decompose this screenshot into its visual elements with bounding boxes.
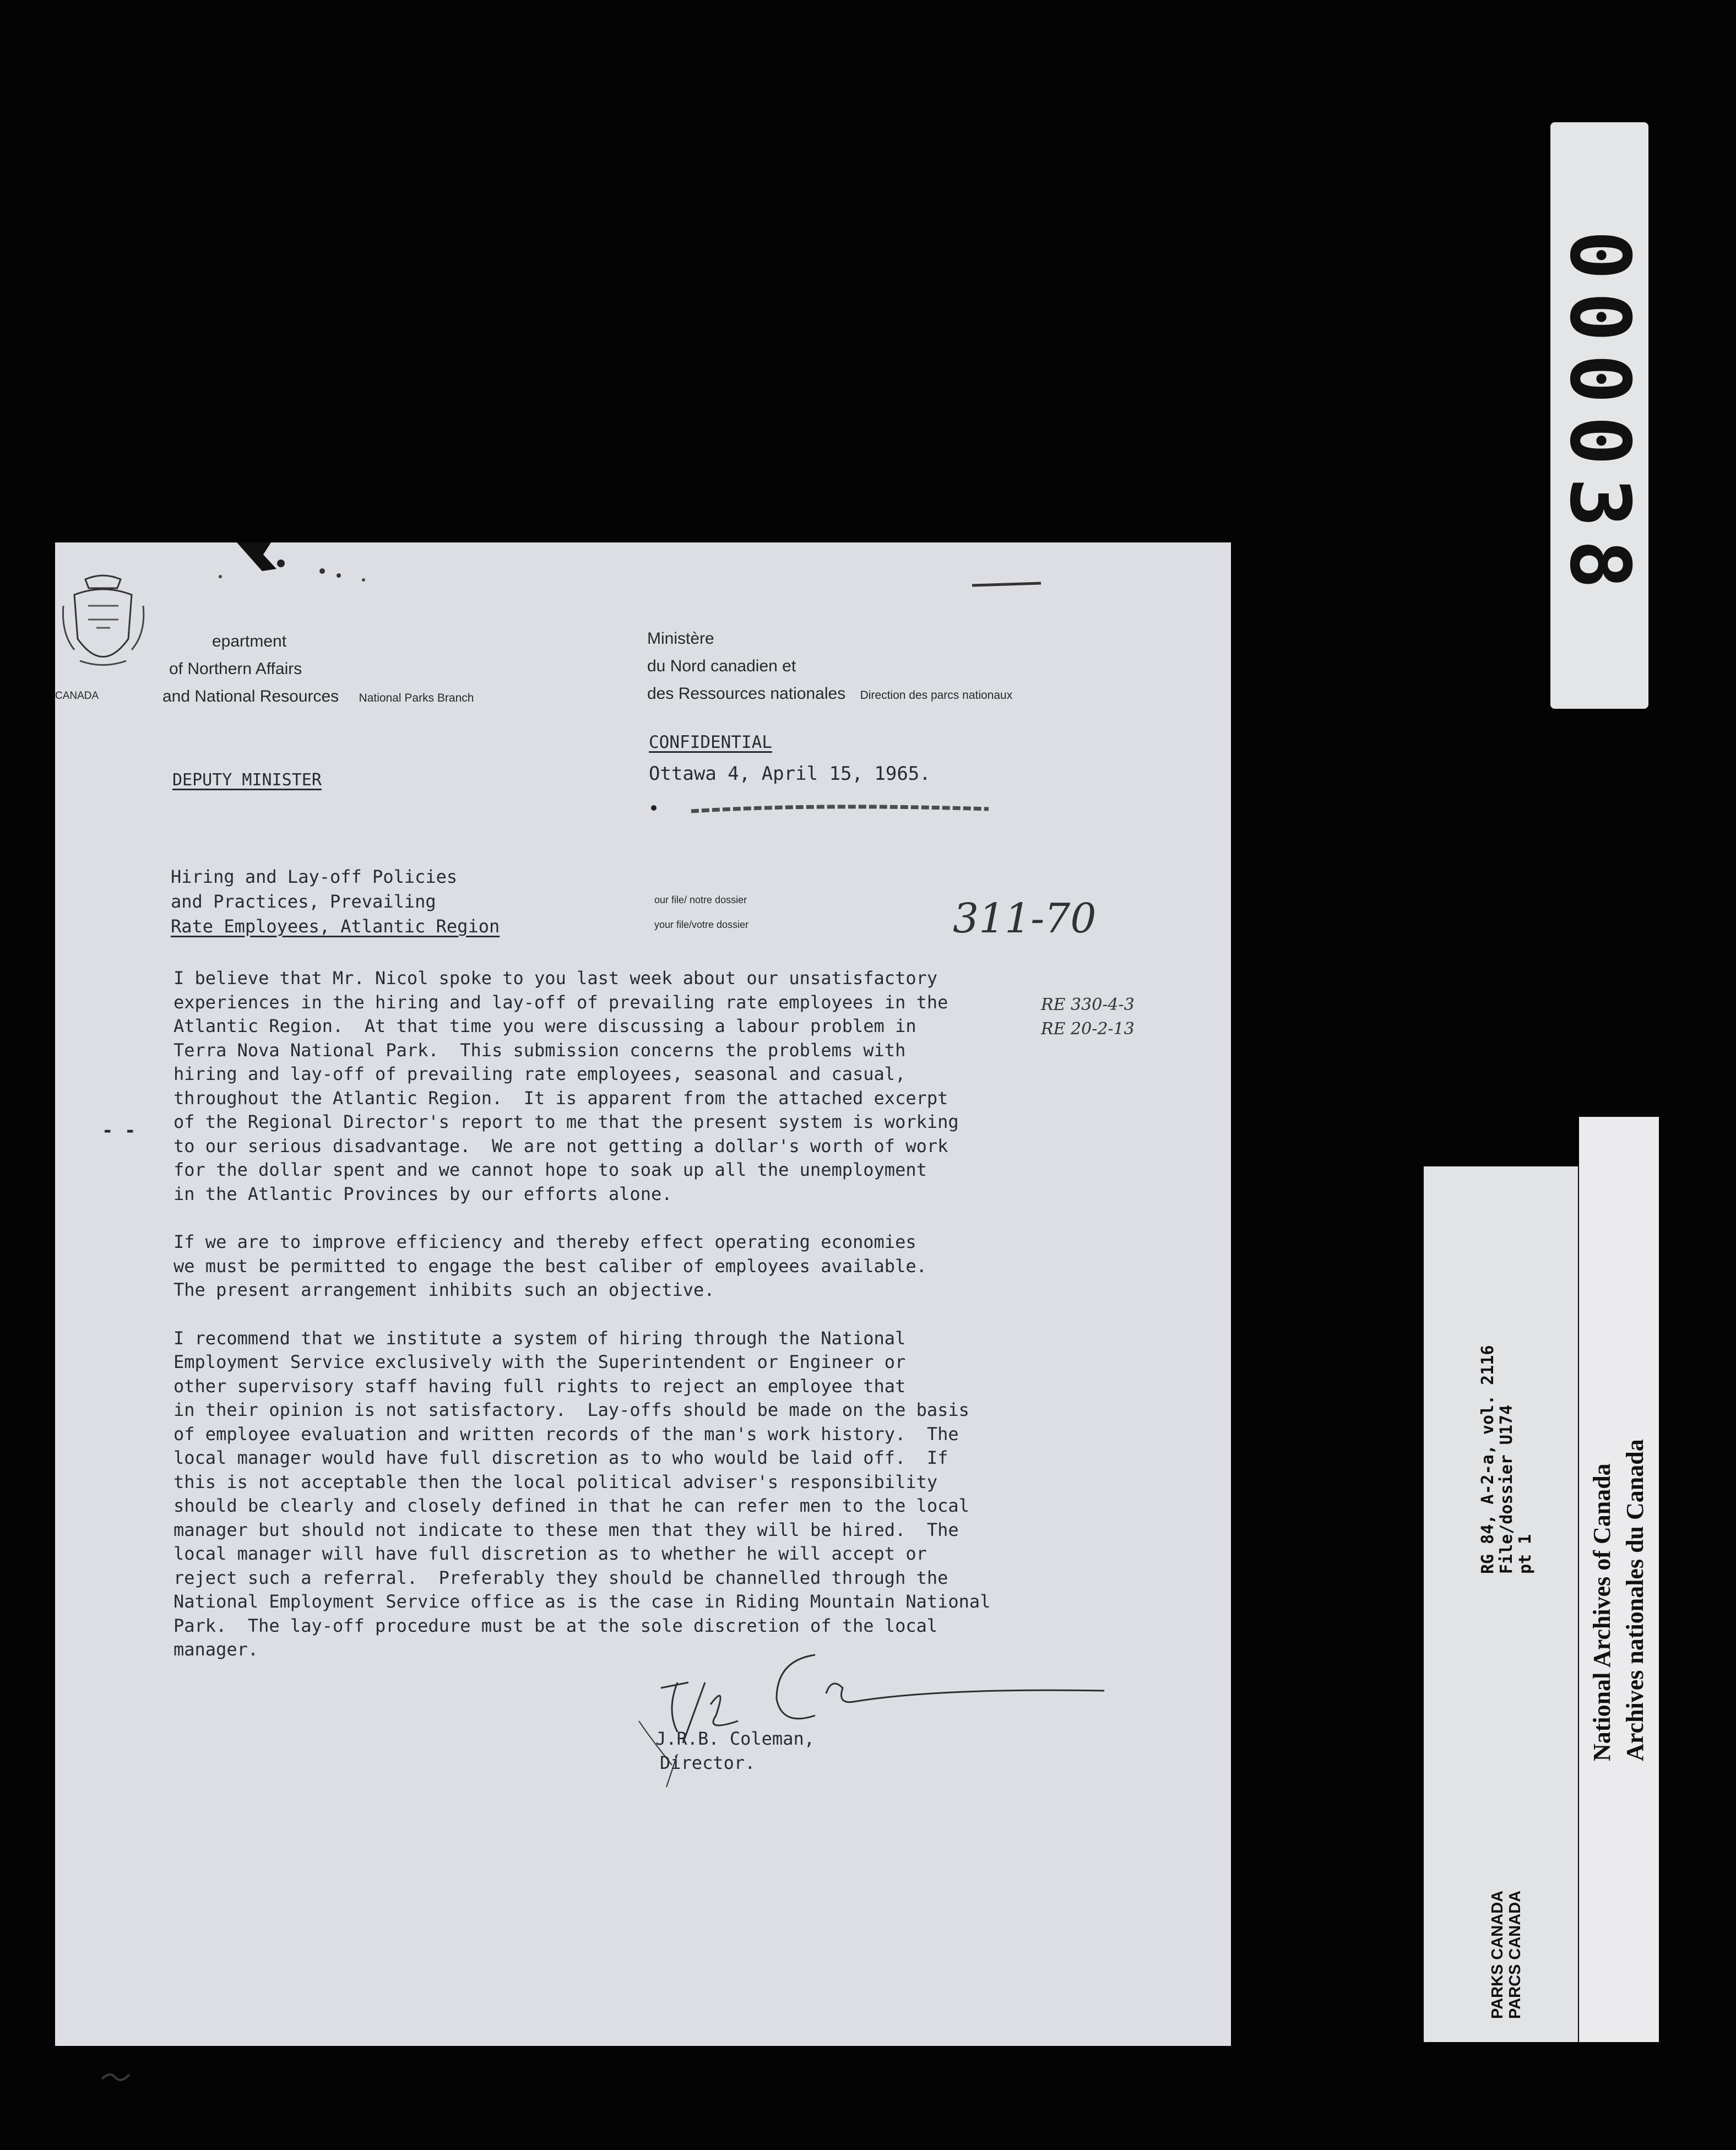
signatory-name: J.R.B. Coleman, <box>655 1728 815 1749</box>
subject-block <box>171 865 500 939</box>
canada-caption: CANADA <box>55 690 99 702</box>
dept-line-1: epartment <box>212 632 287 650</box>
branch-name-fr: Direction des parcs nationaux <box>860 689 1013 702</box>
classification-label: CONFIDENTIAL <box>649 732 772 752</box>
national-archives-text <box>1586 1439 1652 1761</box>
ministere-line-1: Ministère <box>647 629 714 648</box>
subject-line-2: and Practices, Prevailing <box>171 891 436 912</box>
reference-line-1: RG 84, A-2-a, vol. 2116 <box>1478 1345 1498 1574</box>
our-file-label: our file/ notre dossier <box>654 894 747 905</box>
file-labels <box>654 888 748 937</box>
ministere-line-3 <box>647 680 1012 709</box>
reference-line-2: File/dossier U174 <box>1497 1404 1516 1574</box>
handwritten-margin-note-2: RE 20-2-13 <box>1041 1019 1135 1039</box>
reference-text <box>1479 1345 1535 1574</box>
body-paragraph-1: I believe that Mr. Nicol spoke to you last week about our unsatisfactory experiences in the hiring and lay-off of prevailing rate employees in the Atlantic Region. At that time you were discussing a labour problem in Terra Nova National Park. This submission concerns the problems with hiring and lay-off of prevailing rate employees, seasonal and casual, throughout the Atlantic Region. It is apparent from the attached excerpt of the Regional Director's report to me that the present system is working to our serious disadvantage. We are not getting a dollar's worth of work for the dollar spent and we cannot hope to soak up all the unemployment in the Atlantic Provinces by our efforts alone. <box>173 968 959 1204</box>
ministere-name: des Ressources nationales <box>647 685 846 703</box>
archives-line-en: National Archives of Canada <box>1588 1463 1615 1761</box>
date-line: Ottawa 4, April 15, 1965. <box>649 763 931 785</box>
ministere-line-2: du Nord canadien et <box>647 657 796 675</box>
subject-line-1: Hiring and Lay-off Policies <box>171 866 458 887</box>
letter-page <box>55 542 1231 2046</box>
frame-number-text: 000038 <box>1551 230 1647 601</box>
signatory-title: Director. <box>660 1752 756 1773</box>
archives-line-fr: Archives nationales du Canada <box>1621 1439 1648 1761</box>
handwritten-margin-note-1: RE 330-4-3 <box>1041 995 1135 1014</box>
coat-of-arms-icon <box>58 573 149 686</box>
reference-line-3: pt 1 <box>1516 1534 1535 1574</box>
archive-frame-number <box>1550 122 1648 709</box>
archive-reference-label <box>1424 1166 1578 2042</box>
parks-canada-text <box>1489 1891 1524 2019</box>
letterhead-english <box>162 628 474 712</box>
parks-line-en: PARKS CANADA <box>1489 1890 1506 2019</box>
your-file-label: your file/votre dossier <box>654 919 749 930</box>
dept-line-3 <box>162 683 474 712</box>
signature-block <box>655 1726 815 1775</box>
addressee: DEPUTY MINISTER <box>172 770 322 790</box>
margin-dash-mark: - - <box>102 1120 136 1142</box>
letterhead-french <box>647 625 1012 709</box>
body-paragraph-3: I recommend that we institute a system of hiring through the National Employment Service exclusively with the Superintendent or Engineer or other supervisory staff having full rights to reject an employee that in their opinion is not satisfactory. Lay-offs should be made on the basis of employee evaluation and written records of the man's work history. The local manager would have full discretion as to who would be laid off. If this is not acceptable then the local political adviser's responsibility should be clearly and closely defined in that he can refer men to the local manager but should not indicate to these men that they will be hired. The local manager will have full discretion as to whether he will accept or reject such a referral. Preferably they should be channelled through the National Employment Service office as is the case in Riding Mountain National Park. The lay-off procedure must be at the sole discretion of the local manager. <box>173 1327 991 1660</box>
subject-line-3: Rate Employees, Atlantic Region <box>171 916 500 937</box>
body-paragraph-2: If we are to improve efficiency and thereby effect operating economies we must be permitted to engage the best caliber of employees available. The present arrangement inhibits such an objective. <box>173 1231 927 1300</box>
branch-name-en: National Parks Branch <box>359 692 474 704</box>
letter-body <box>173 967 990 1662</box>
stray-mark <box>99 2068 132 2084</box>
dept-name: and National Resources <box>162 687 339 705</box>
dept-line-2: of Northern Affairs <box>169 660 302 678</box>
struck-out-line <box>647 797 1022 819</box>
national-archives-label <box>1579 1117 1659 2042</box>
handwritten-file-number: 311-70 <box>953 895 1097 942</box>
parks-line-fr: PARCS CANADA <box>1506 1890 1524 2019</box>
